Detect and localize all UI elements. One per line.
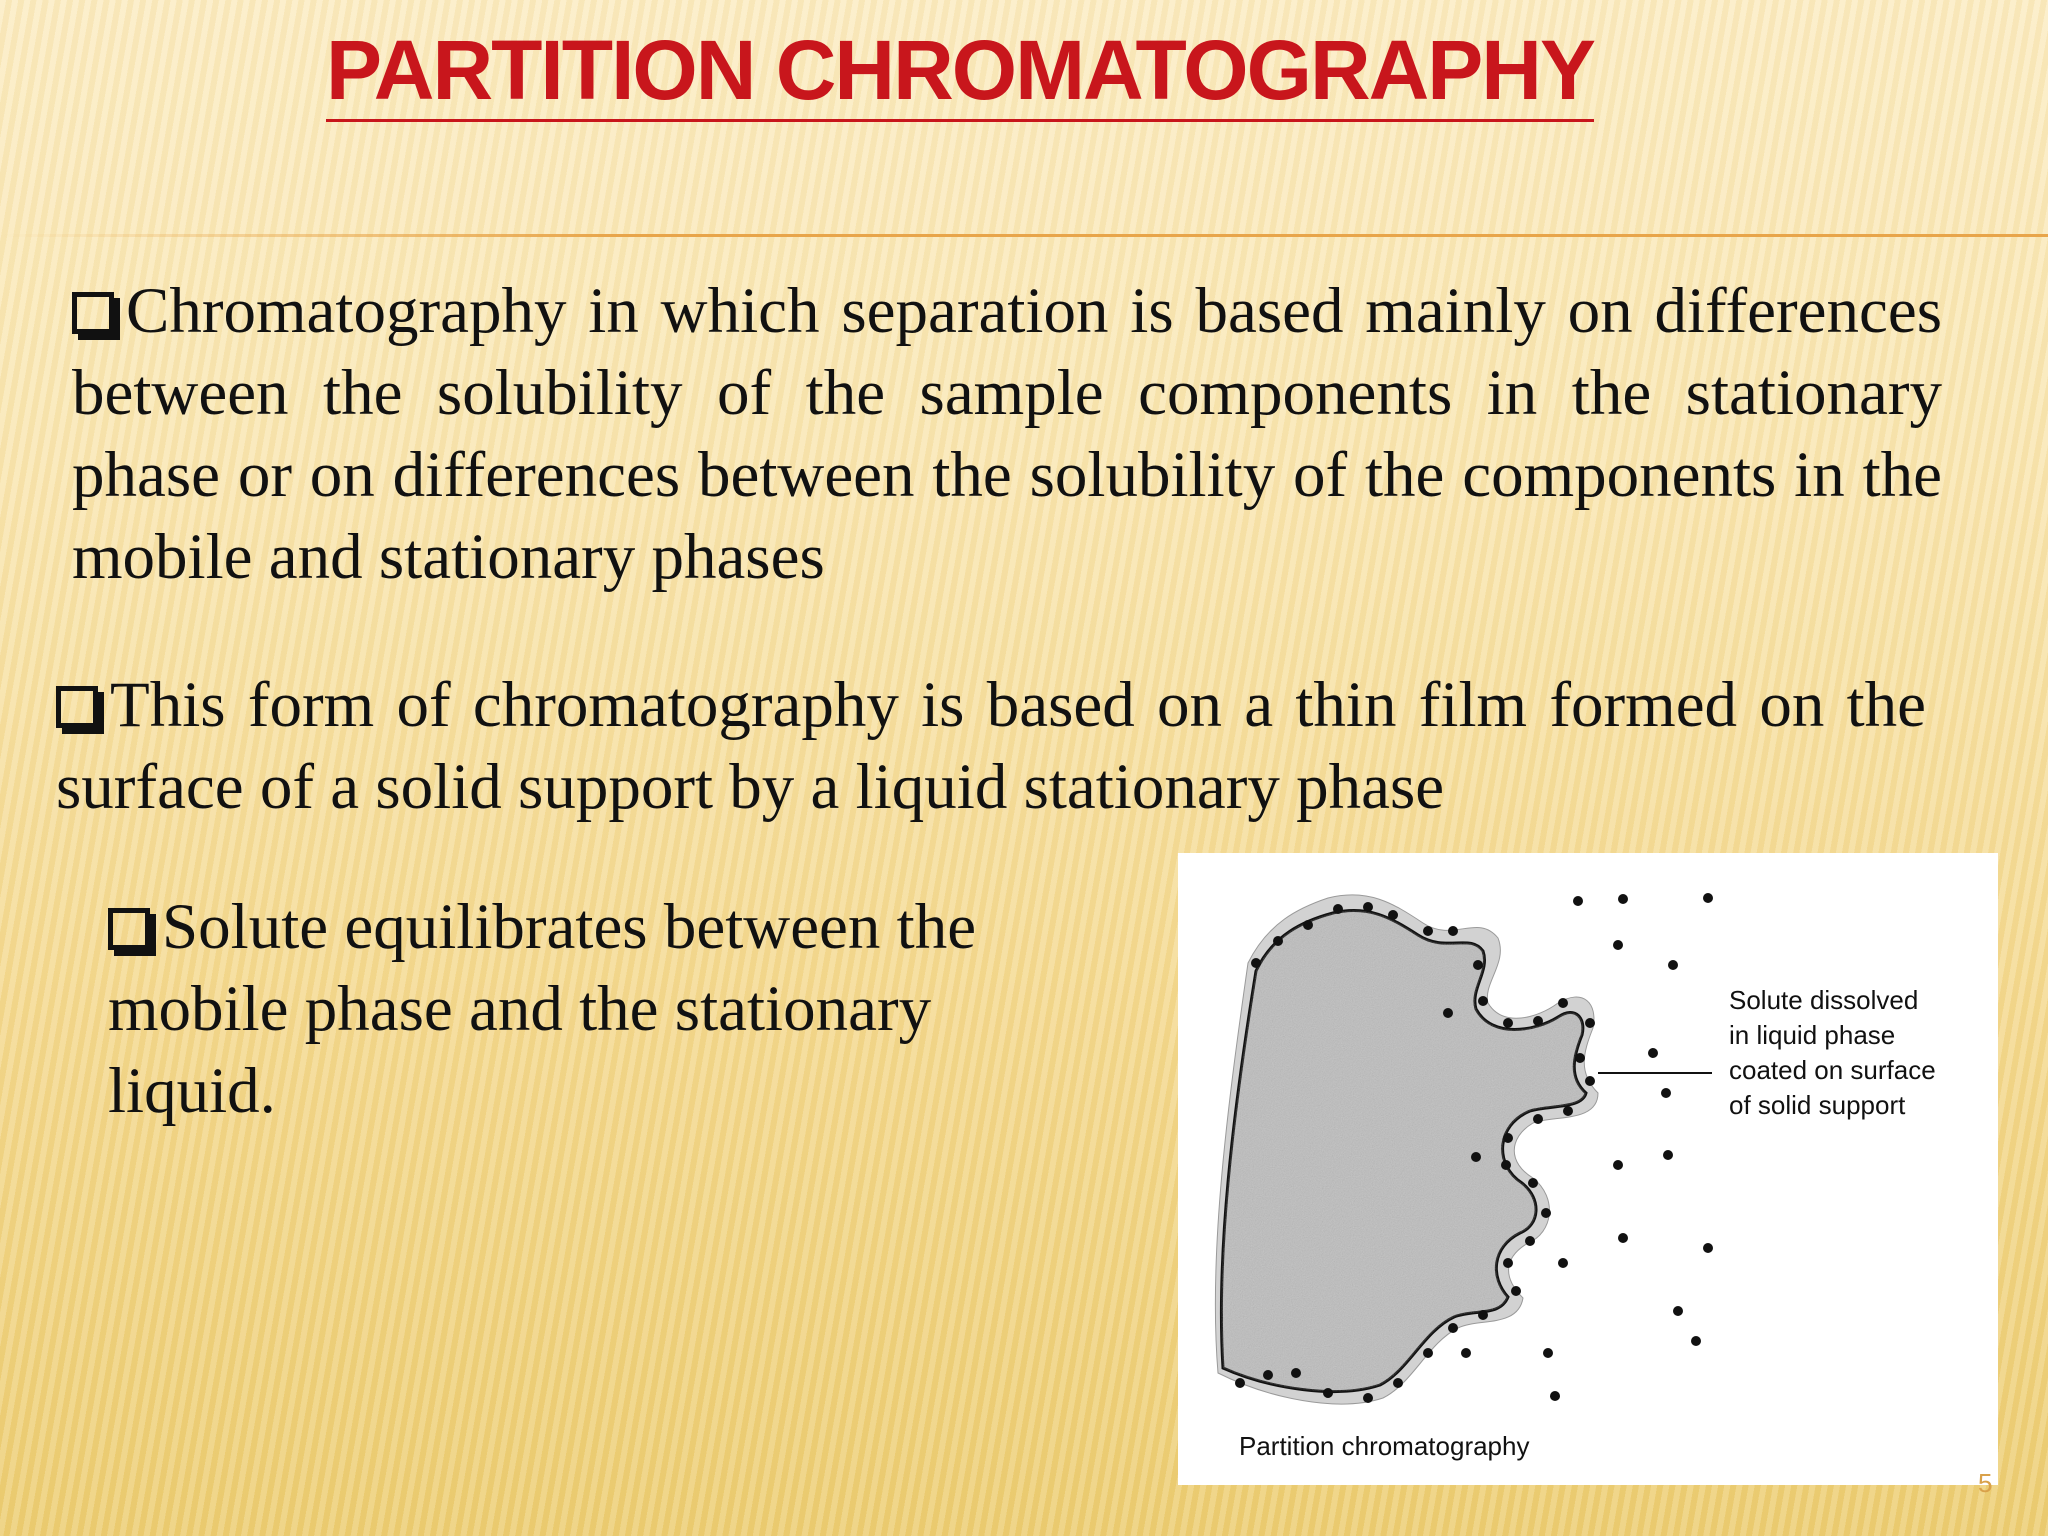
- callout-line-2: in liquid phase: [1729, 1020, 1896, 1050]
- diagram-caption: Partition chromatography: [1239, 1431, 1530, 1461]
- checkbox-bullet-icon: [108, 908, 150, 950]
- bullet-3: [108, 886, 1068, 1132]
- callout-line-4: of solid support: [1729, 1090, 1906, 1120]
- diagram-callout-label: [1729, 983, 1994, 1123]
- slide-title: PARTITION CHROMATOGRAPHY: [0, 28, 1920, 112]
- bullet-2: [56, 664, 1926, 828]
- checkbox-bullet-icon: [56, 686, 98, 728]
- bullet-2-text: This form of chromatography is based on a thin film formed on the surface of a solid support by a liquid stationary phase: [56, 669, 1926, 823]
- bullet-1: [72, 270, 1942, 598]
- bullet-1-text: Chromatography in which separation is based mainly on differences between the solubility of the sample components in the stationary phase or on differences between the solubility of the components in the mobile and stationary phases: [72, 275, 1942, 593]
- callout-line-1: Solute dissolved: [1729, 985, 1919, 1015]
- partition-diagram: [1178, 853, 1998, 1485]
- title-divider: [0, 234, 2048, 237]
- solid-support-illustration: [1178, 853, 1998, 1485]
- bullet-3-text: Solute equilibrates between the mobile phase and the stationary liquid.: [108, 891, 977, 1127]
- callout-line-3: coated on surface: [1729, 1055, 1936, 1085]
- support-texture: [1221, 910, 1586, 1391]
- page-number: 5: [1978, 1468, 1993, 1498]
- checkbox-bullet-icon: [72, 292, 114, 334]
